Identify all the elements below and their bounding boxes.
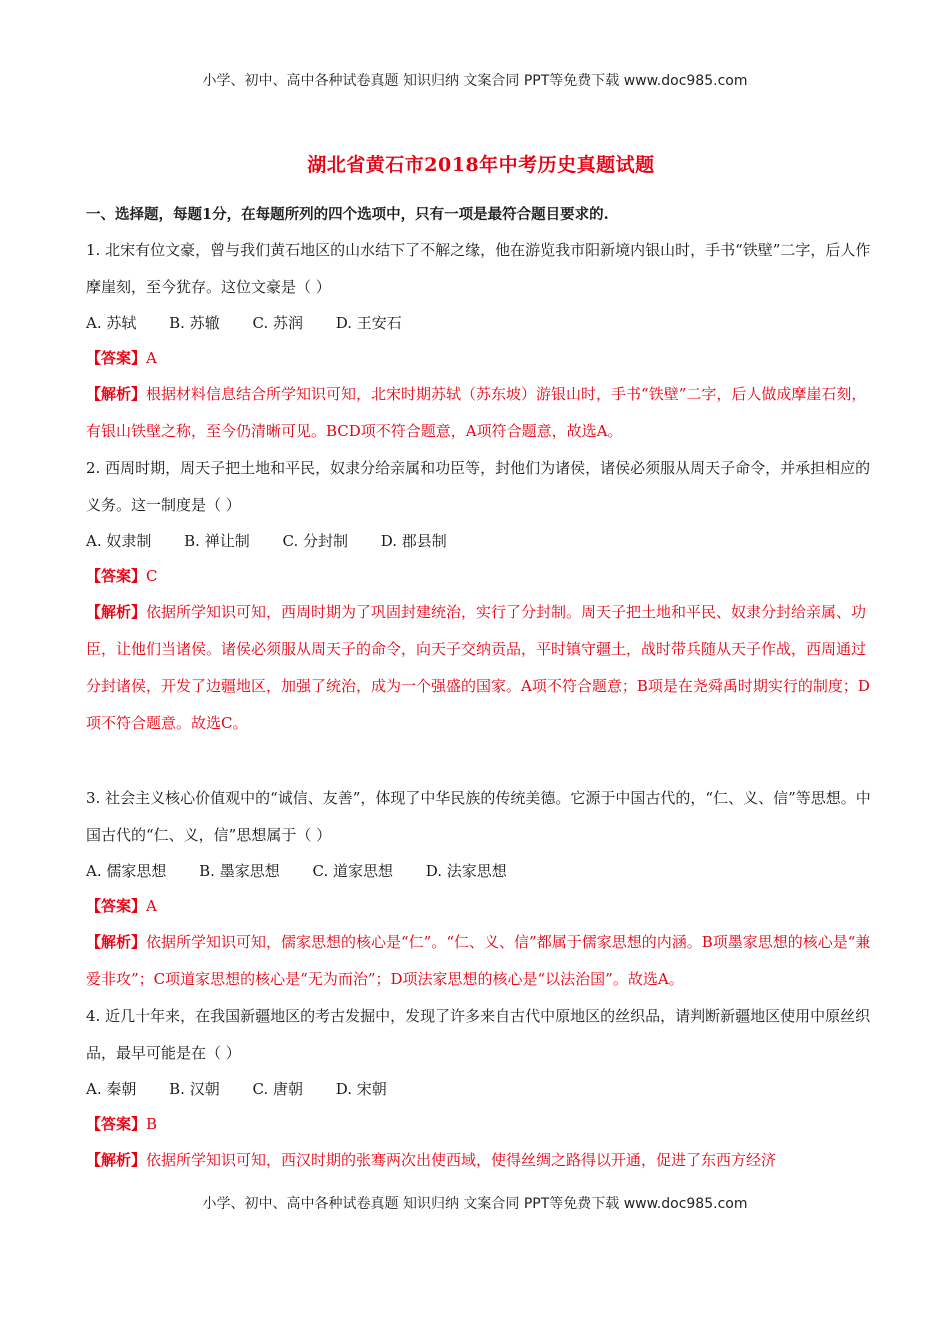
- option: C. 分封制: [282, 532, 348, 550]
- question-options: [86, 1072, 876, 1107]
- header-banner: 小学、初中、高中各种试卷真题 知识归纳 文案合同 PPT等免费下载 www.doc985.com: [202, 73, 748, 89]
- section-heading: 一、选择题，每题1分，在每题所列的四个选项中，只有一项是最符合题目要求的.: [86, 206, 609, 223]
- option: A. 苏轼: [86, 314, 137, 332]
- option: D. 法家思想: [425, 862, 507, 880]
- question-stem: 2. 西周时期，周天子把土地和平民，奴隶分给亲属和功臣等，封他们为诸侯，诸侯必须服从周天子命令，并承担相应的义务。这一制度是（ ）: [86, 459, 871, 514]
- question-block: [86, 232, 876, 450]
- question-options: [86, 306, 876, 341]
- explanation: [86, 376, 876, 450]
- explanation-tag: 【解析】: [86, 603, 147, 621]
- answer-line: [86, 341, 876, 376]
- answer-line: [86, 889, 876, 924]
- explanation-text: 依据所学知识可知，儒家思想的核心是“仁”。“仁、义、信”都属于儒家思想的内涵。B项墨家思想的核心是“兼爱非攻”；C项道家思想的核心是“无为而治”；D项法家思想的核心是“以法治国”。故选A。: [86, 933, 871, 988]
- option: C. 道家思想: [312, 862, 393, 880]
- answer-tag: 【答案】: [86, 567, 147, 585]
- answer-tag: 【答案】: [86, 1115, 147, 1133]
- page-title: 湖北省黄石市2018年中考历史真题试题: [307, 154, 655, 176]
- explanation-text: 依据所学知识可知，西汉时期的张骞两次出使西域，使得丝绸之路得以开通，促进了东西方经济: [146, 1151, 777, 1169]
- option: B. 汉朝: [169, 1080, 220, 1098]
- explanation-text: 根据材料信息结合所学知识可知，北宋时期苏轼（苏东坡）游银山时，手书“铁壁”二字，后人做成摩崖石刻，有银山铁壁之称，至今仍清晰可见。BCD项不符合题意，A项符合题意，故选A。: [86, 385, 867, 440]
- option: B. 墨家思想: [199, 862, 280, 880]
- option: C. 唐朝: [252, 1080, 303, 1098]
- answer-line: [86, 1107, 876, 1142]
- explanation: [86, 924, 876, 998]
- explanation-tag: 【解析】: [86, 385, 147, 403]
- option: D. 宋朝: [335, 1080, 387, 1098]
- answer-value: B: [146, 1115, 158, 1133]
- question-stem: 4. 近几十年来，在我国新疆地区的考古发掘中，发现了许多来自古代中原地区的丝织品，请判断新疆地区使用中原丝织品，最早可能是在（ ）: [86, 1007, 871, 1062]
- question-block: [86, 780, 876, 998]
- explanation: [86, 594, 876, 742]
- question-block: [86, 998, 876, 1179]
- option: B. 禅让制: [184, 532, 250, 550]
- explanation-text: 依据所学知识可知，西周时期为了巩固封建统治，实行了分封制。周天子把土地和平民、奴隶分封给亲属、功臣，让他们当诸侯。诸侯必须服从周天子的命令，向天子交纳贡品，平时镇守疆土，战时带兵随从天子作战，西周通过分封诸侯，开发了边疆地区，加强了统治，成为一个强盛的国家。A项不符合题意；B项是在尧舜禹时期实行的制度；D项不符合题意。故选C。: [86, 603, 870, 732]
- option: D. 王安石: [335, 314, 402, 332]
- footer-banner: 小学、初中、高中各种试卷真题 知识归纳 文案合同 PPT等免费下载 www.doc985.com: [202, 1196, 748, 1212]
- option: A. 秦朝: [86, 1080, 137, 1098]
- option: C. 苏润: [252, 314, 303, 332]
- question-block: [86, 450, 876, 742]
- option: A. 儒家思想: [86, 862, 167, 880]
- explanation-tag: 【解析】: [86, 933, 147, 951]
- document-body: [86, 150, 876, 1179]
- answer-tag: 【答案】: [86, 897, 147, 915]
- answer-value: C: [146, 567, 158, 585]
- question-stem: 1. 北宋有位文豪，曾与我们黄石地区的山水结下了不解之缘，他在游览我市阳新境内银山时，手书“铁壁”二字，后人作摩崖刻，至今犹存。这位文豪是（ ）: [86, 241, 871, 296]
- question-options: [86, 854, 876, 889]
- answer-tag: 【答案】: [86, 349, 147, 367]
- spacer: [86, 742, 876, 780]
- explanation-tag: 【解析】: [86, 1151, 147, 1169]
- explanation: [86, 1142, 876, 1179]
- option: A. 奴隶制: [86, 532, 152, 550]
- option: D. 郡县制: [380, 532, 447, 550]
- answer-value: A: [146, 897, 157, 915]
- option: B. 苏辙: [169, 314, 220, 332]
- answer-value: A: [146, 349, 157, 367]
- question-stem: 3. 社会主义核心价值观中的“诚信、友善”，体现了中华民族的传统美德。它源于中国古代的，“仁、义、信”等思想。中国古代的“仁、义，信”思想属于（ ）: [86, 789, 871, 844]
- answer-line: [86, 559, 876, 594]
- question-options: [86, 524, 876, 559]
